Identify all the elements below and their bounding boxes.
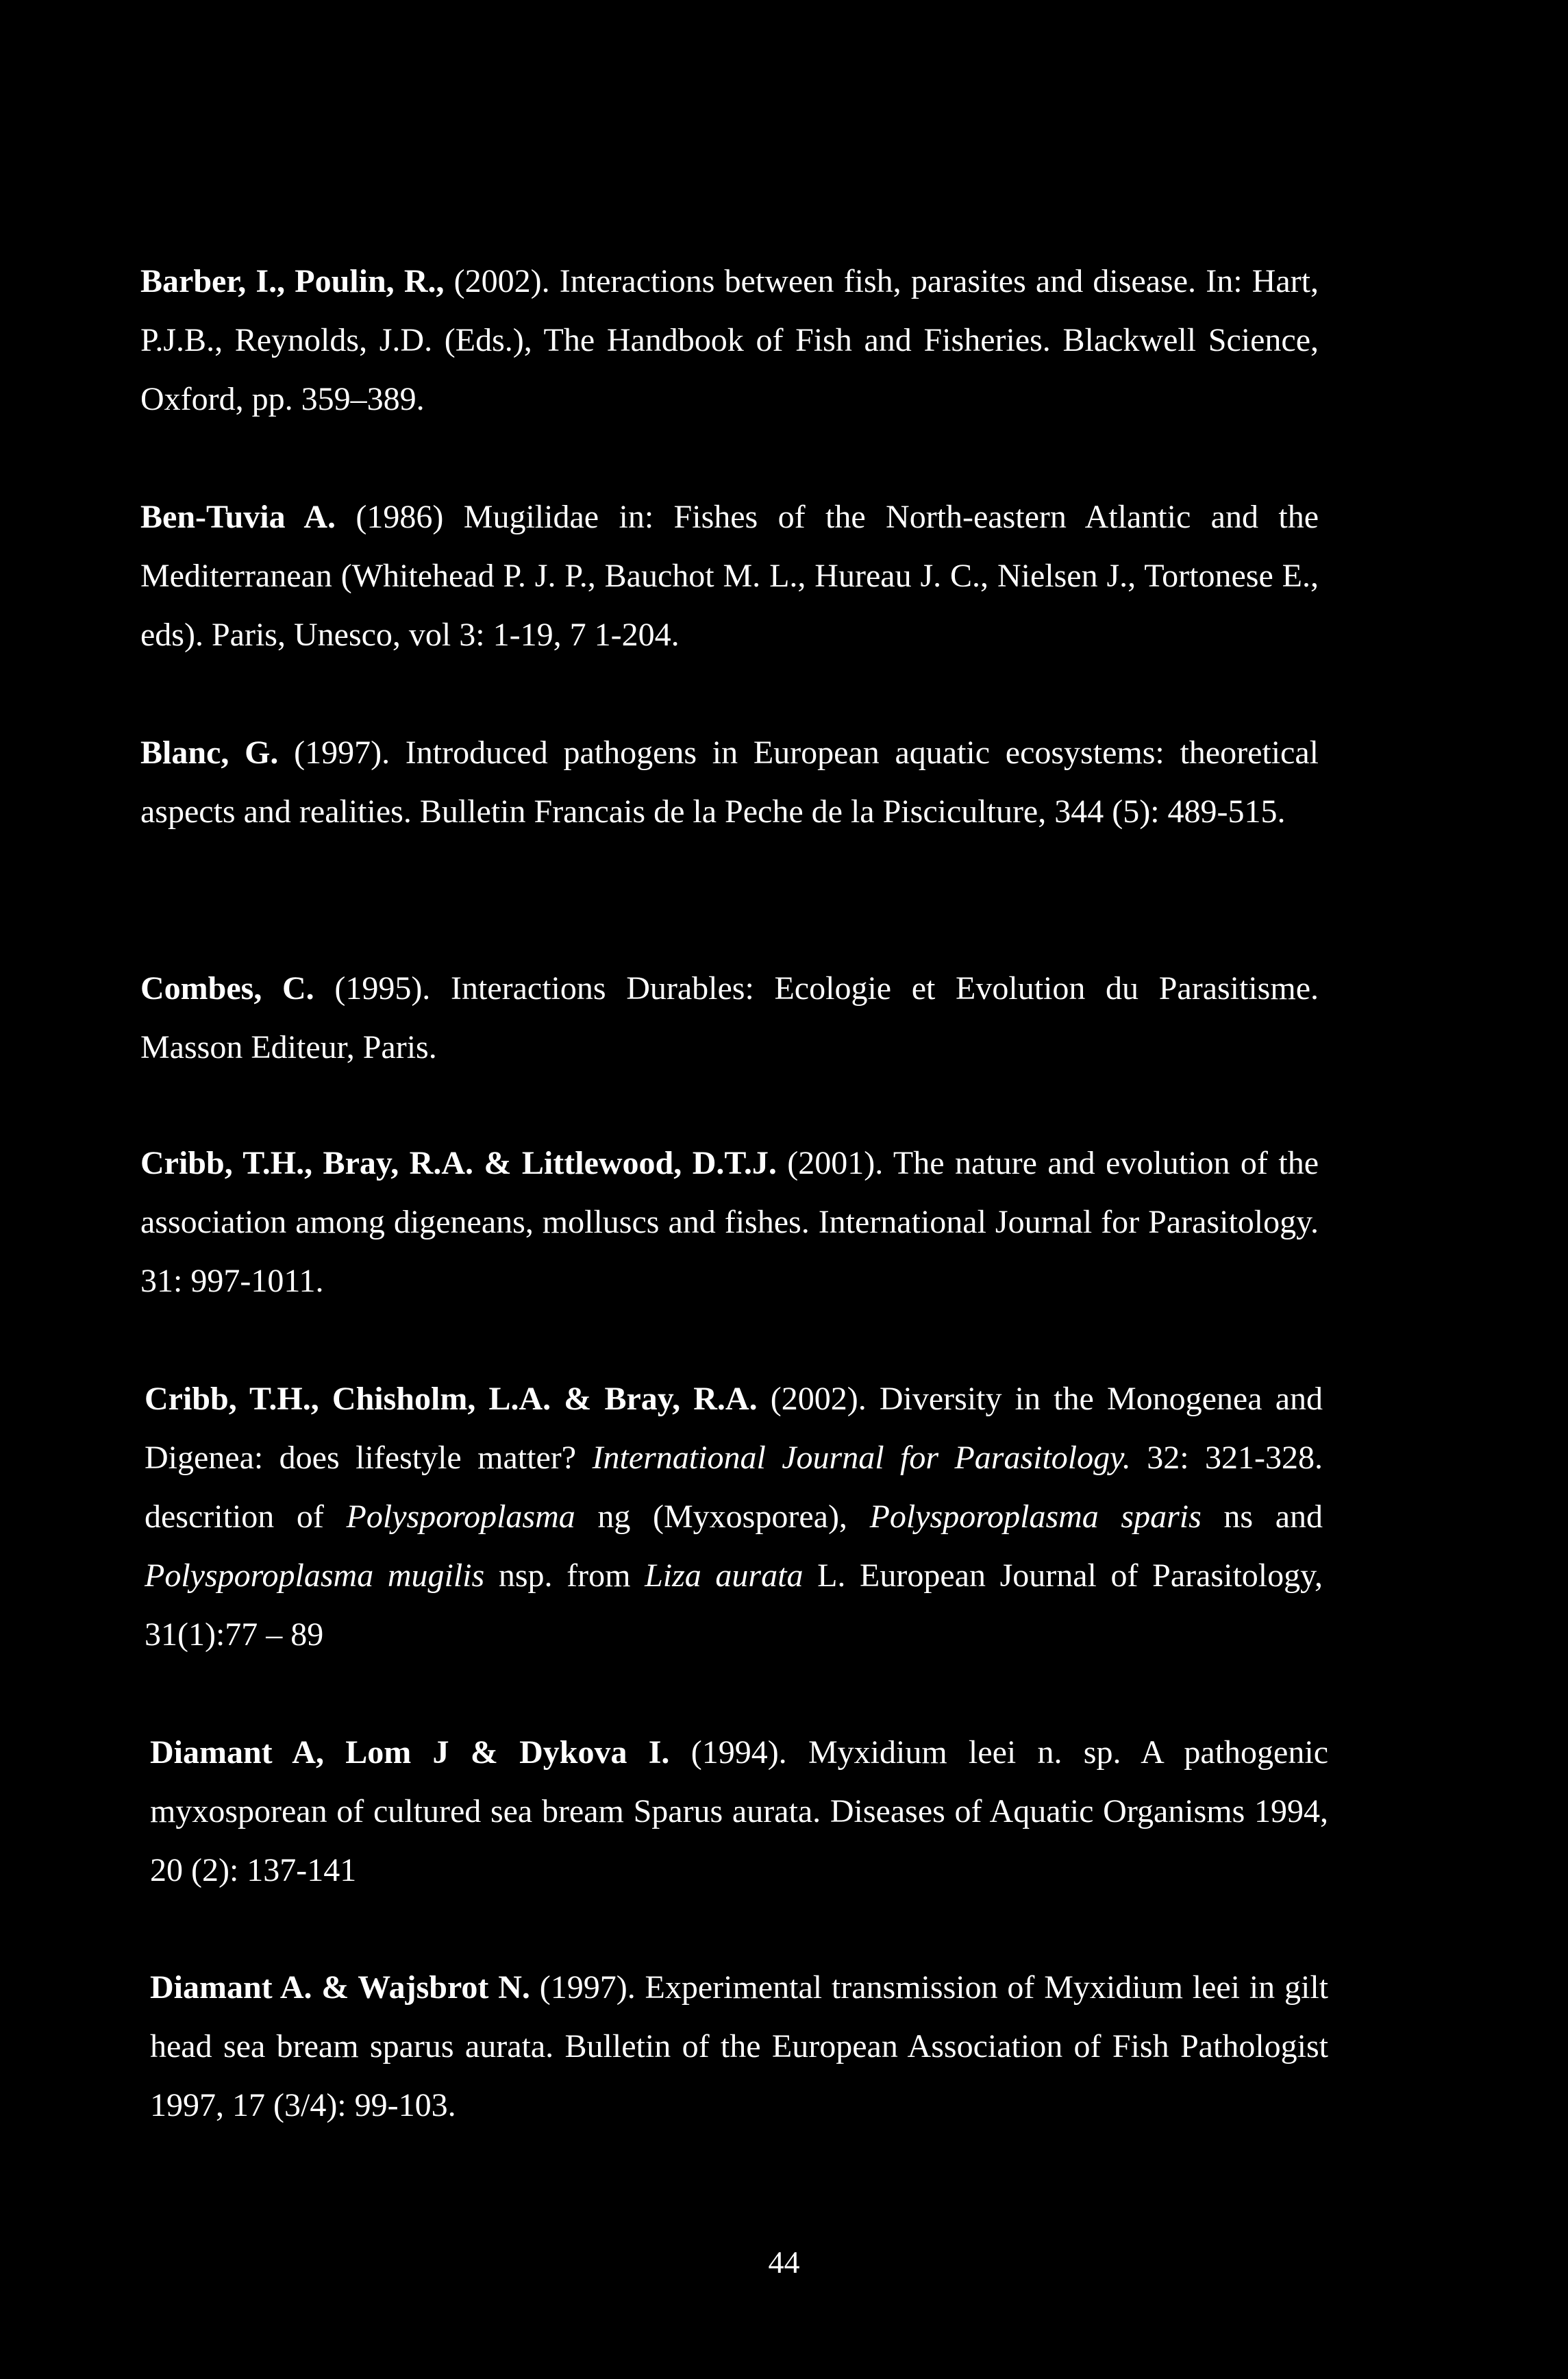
reference-entry xyxy=(150,1723,1328,1900)
reference-authors: Barber, I., Poulin, R., xyxy=(140,263,445,299)
reference-details: 32: 321-328. descrition of xyxy=(145,1440,1323,1535)
reference-entry xyxy=(140,252,1319,429)
reference-entry xyxy=(140,488,1319,665)
reference-authors: Diamant A. & Wajsbrot N. xyxy=(150,1969,530,2006)
reference-authors: Cribb, T.H., Chisholm, L.A. & Bray, R.A. xyxy=(145,1381,758,1417)
genus-name: Polysporoplasma xyxy=(346,1499,575,1535)
reference-authors: Blanc, G. xyxy=(140,735,279,771)
reference-entry xyxy=(145,1370,1323,1664)
reference-details: ng (Myxosporea), xyxy=(575,1499,870,1535)
reference-entry xyxy=(140,724,1319,841)
reference-authors: Cribb, T.H., Bray, R.A. & Littlewood, D.T.J. xyxy=(140,1145,777,1181)
reference-details: (2001). The nature and evolution of the association among digeneans, molluscs and fishes. International Journal for Parasitology. 31: 997-1011. xyxy=(140,1145,1319,1299)
species-name: Liza aurata xyxy=(645,1557,804,1594)
reference-entry xyxy=(140,959,1319,1077)
reference-details: (1997). Experimental transmission of Myxidium leei in gilt head sea bream sparus aurata. Bulletin of the European Association of Fish Pathologist 1997, 17 (3/4): 99-103. xyxy=(150,1969,1329,2123)
species-name: Polysporoplasma mugilis xyxy=(145,1557,485,1594)
reference-entry xyxy=(150,1958,1328,2135)
species-name: Polysporoplasma sparis xyxy=(869,1499,1202,1535)
reference-authors: Diamant A, Lom J & Dykova I. xyxy=(150,1734,670,1771)
reference-authors: Ben-Tuvia A. xyxy=(140,499,336,535)
reference-details: (1997). Introduced pathogens in European aquatic ecosystems: theoretical aspects and realities. Bulletin Francais de la Peche de la Pisciculture, 344 (5): 489-515. xyxy=(140,735,1319,830)
reference-details: nsp. from xyxy=(484,1557,645,1594)
reference-details: L. European Journal of Parasitology, 31(1):77 – 89 xyxy=(145,1557,1323,1653)
reference-authors: Combes, C. xyxy=(140,970,314,1007)
reference-details: (1986) Mugilidae in: Fishes of the North-eastern Atlantic and the Mediterranean (Whitehead P. J. P., Bauchot M. L., Hureau J. C., Nielsen J., Tortonese E., eds). Paris, Unesco, vol 3: 1-19, 7 1-204. xyxy=(140,499,1319,653)
journal-title: International Journal for Parasitology. xyxy=(592,1440,1131,1476)
reference-details: (2002). Interactions between fish, parasites and disease. In: Hart, P.J.B., Reynolds, J.D. (Eds.), The Handbook of Fish and Fisheries. Blackwell Science, Oxford, pp. 359–389. xyxy=(140,263,1319,417)
reference-details: (2002). Diversity in the Monogenea and Digenea: does lifestyle matter? xyxy=(145,1381,1323,1476)
reference-details: (1995). Interactions Durables: Ecologie et Evolution du Parasitisme. Masson Editeur, Paris. xyxy=(140,970,1319,1065)
page-number: 44 xyxy=(768,2245,800,2280)
reference-details: ns and xyxy=(1201,1499,1323,1535)
reference-details: (1994). Myxidium leei n. sp. A pathogenic myxosporean of cultured sea bream Sparus aurata. Diseases of Aquatic Organisms 1994, 20 (2): 137-141 xyxy=(150,1734,1328,1888)
reference-entry xyxy=(140,1134,1319,1311)
